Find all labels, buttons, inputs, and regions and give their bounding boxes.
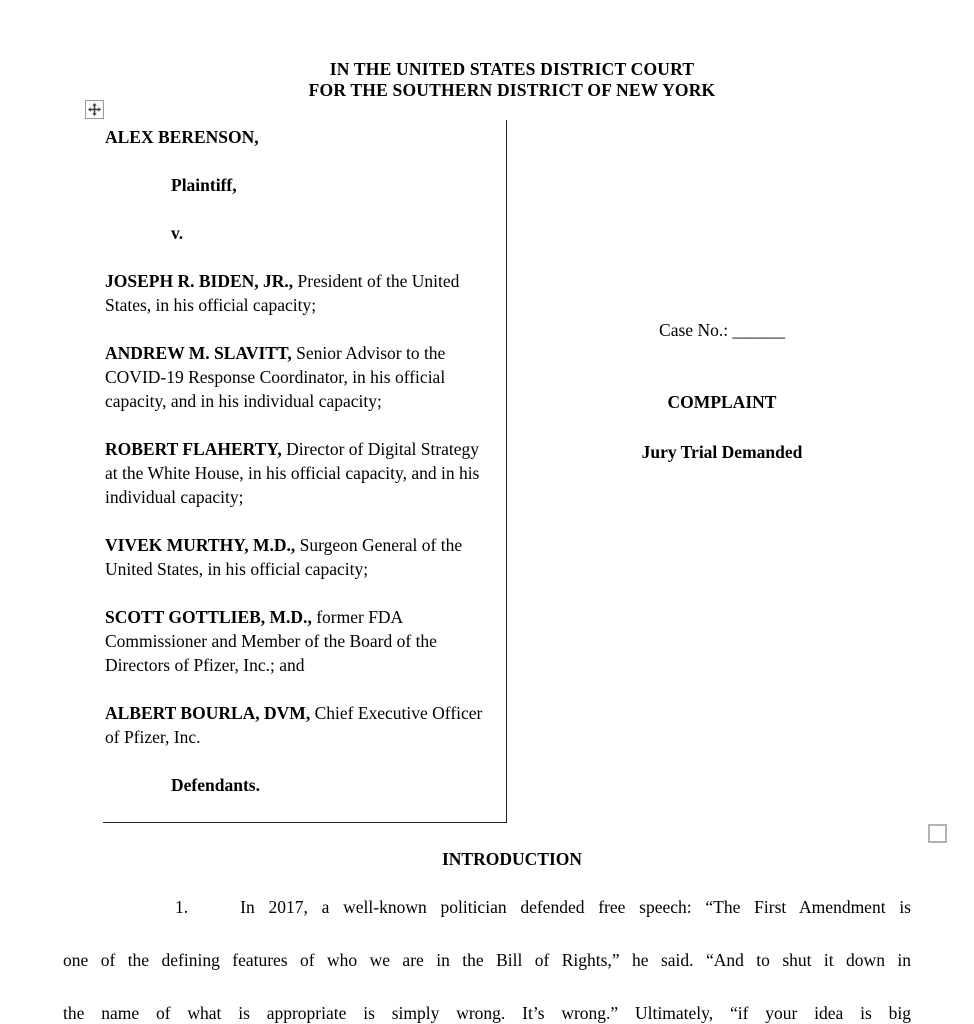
defendant-entry (105, 533, 492, 581)
court-header (50, 59, 974, 101)
caption-case-cell (507, 120, 937, 823)
defendant-name: ROBERT FLAHERTY, (105, 439, 282, 459)
paragraph-text: In 2017, a well-known politician defended free speech: “The First Amendment is (240, 897, 911, 917)
introduction-paragraph-1 (63, 897, 911, 1024)
defendant-name: SCOTT GOTTLIEB, M.D., (105, 607, 312, 627)
defendant-desc: Surgeon General of the United States, in his official capacity; (105, 535, 463, 579)
court-header-line2: FOR THE SOUTHERN DISTRICT OF NEW YORK (308, 80, 716, 100)
introduction-heading: INTRODUCTION (441, 849, 583, 869)
defendant-name: ALBERT BOURLA, DVM, (105, 703, 311, 723)
jury-demand-label: Jury Trial Demanded (641, 442, 803, 462)
paragraph-number: 1. (175, 897, 189, 917)
versus-label: v. (171, 223, 184, 243)
defendant-entry (105, 269, 492, 317)
defendant-name: JOSEPH R. BIDEN, JR., (105, 271, 294, 291)
defendant-entry (105, 605, 492, 677)
move-arrows-icon (88, 103, 101, 116)
paragraph-line: the name of what is appropriate is simply wrong. It’s wrong.” Ultimately, “if your idea is big (63, 1003, 911, 1023)
defendant-name: ANDREW M. SLAVITT, (105, 343, 292, 363)
defendant-desc: Senior Advisor to the COVID-19 Response Coordinator, in his official capacity, and in his individual capacity; (105, 343, 446, 411)
complaint-title: COMPLAINT (667, 392, 777, 412)
defendant-desc: Director of Digital Strategy at the White House, in his official capacity, and in his individual capacity; (105, 439, 480, 507)
paragraph-line: one of the defining features of who we are in the Bill of Rights,” he said. “And to shut it down in (63, 950, 911, 970)
case-caption-table (103, 120, 937, 823)
case-number-field: Case No.: ______ (659, 320, 785, 340)
paragraph-line (63, 897, 911, 918)
table-move-handle[interactable] (85, 100, 104, 119)
caption-parties-cell (103, 120, 507, 823)
defendant-name: VIVEK MURTHY, M.D., (105, 535, 296, 555)
defendant-desc: President of the United States, in his official capacity; (105, 271, 460, 315)
court-header-line1: IN THE UNITED STATES DISTRICT COURT (329, 59, 695, 79)
table-resize-handle[interactable] (928, 824, 947, 843)
defendant-entry (105, 341, 492, 413)
defendant-desc: Chief Executive Officer of Pfizer, Inc. (105, 703, 483, 747)
defendant-entry (105, 701, 492, 749)
defendant-entry (105, 437, 492, 509)
defendants-label: Defendants. (171, 775, 260, 795)
defendant-desc: former FDA Commissioner and Member of the Board of the Directors of Pfizer, Inc.; and (105, 607, 437, 675)
plaintiff-name: ALEX BERENSON, (105, 127, 259, 147)
plaintiff-label: Plaintiff, (171, 175, 237, 195)
